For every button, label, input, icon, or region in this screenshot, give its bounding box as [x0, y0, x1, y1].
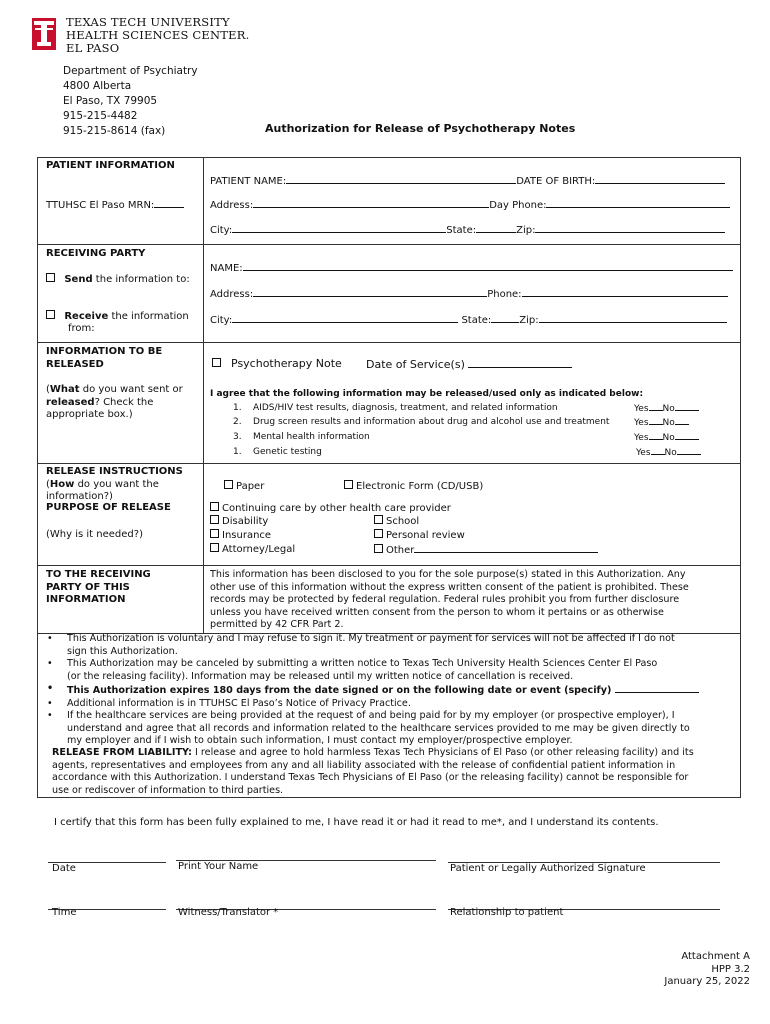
receiving-section-label: RECEIVING PARTY — [46, 248, 146, 259]
relationship-line[interactable]: Relationship to patient — [450, 907, 564, 918]
electronic-checkbox[interactable]: Electronic Form (CD/USB) — [344, 480, 483, 494]
date-line[interactable]: Date — [52, 863, 76, 874]
yes-no-field[interactable]: Yes No — [634, 401, 699, 417]
yes-no-field[interactable]: Yes No — [636, 445, 701, 461]
date-of-service-field[interactable]: Date of Service(s) — [366, 358, 572, 372]
purpose-personal-review[interactable]: Personal review — [374, 529, 465, 543]
release-item: 3. Mental health information — [233, 432, 370, 442]
terms-list — [43, 633, 733, 748]
liability-statement: RELEASE FROM LIABILITY: I release and agree to hold harmless Texas Tech Physicians of El Paso (or other releasing facility) and its agents, representatives and employees from any and all liability associated with the release of confidential patient information in accordance with this Authorization. I understand Texas Tech Physicians of El Paso (or the releasing facility) cannot be responsible for use or rediscover of information to third parties. — [52, 747, 694, 796]
witness-line[interactable]: Witness/Translator * — [178, 907, 279, 918]
university-logo-icon — [32, 18, 56, 50]
list-item: • This Authorization is voluntary and I may refuse to sign it. My treatment or payment for services will not be affected if I do not sign this Authorization. — [47, 633, 675, 657]
disclosure-notice: This information has been disclosed to you for the sole purpose(s) stated in this Authorization. Any other use of this information without the express written consent of the patient is prohibited. These records may be protected by federal regulation. Federal rules prohibit you from further disclosure unless you have received written consent from the person to whom it pertains or as otherwise permitted by 42 CFR Part 2. — [210, 569, 689, 630]
to-receiving-label: TO THE RECEIVING PARTY OF THIS INFORMATION — [46, 569, 151, 605]
patient-city-field[interactable]: City: State: Zip: — [210, 223, 725, 238]
form-title: Authorization for Release of Psychotherapy Notes — [265, 122, 576, 135]
mrn-field[interactable]: TTUHSC El Paso MRN: — [46, 198, 184, 213]
release-instructions-label: RELEASE INSTRUCTIONS (How do you want the information?) — [46, 466, 183, 502]
receive-from-label: from: — [68, 323, 95, 334]
list-item: • This Authorization may be canceled by submitting a written notice to Texas Tech University Health Sciences Center El Paso (or the releasing facility). Information may be released until my written notice of cancellation is received. — [47, 658, 658, 682]
university-name: TEXAS TECH UNIVERSITY HEALTH SCIENCES CENTER. EL PASO — [66, 15, 250, 55]
print-name-line[interactable]: Print Your Name — [178, 861, 259, 872]
purpose-disability[interactable]: Disability — [210, 515, 268, 529]
patient-address-field[interactable]: Address: Day Phone: — [210, 198, 730, 213]
certify-statement: I certify that this form has been fully explained to me, I have read it or had it read to me*, and I understand its contents. — [54, 817, 659, 828]
patient-section-label: PATIENT INFORMATION — [46, 160, 175, 171]
purpose-other[interactable]: Other — [374, 543, 598, 558]
receiving-address-field[interactable]: Address: Phone: — [210, 287, 728, 302]
purpose-insurance[interactable]: Insurance — [210, 529, 271, 543]
agree-statement: I agree that the following information may be released/used only as indicated below: — [210, 389, 644, 399]
list-item: • Additional information is in TTUHSC El Paso’s Notice of Privacy Practice. — [47, 697, 411, 709]
send-checkbox[interactable]: Send the information to: — [46, 273, 190, 287]
purpose-continuing-care[interactable]: Continuing care by other health care provider — [210, 502, 451, 516]
purpose-attorney[interactable]: Attorney/Legal — [210, 543, 295, 557]
release-item: 2. Drug screen results and information about drug and alcohol use and treatment — [233, 417, 610, 427]
info-question: (What do you want sent or released? Check the appropriate box.) — [46, 384, 183, 420]
receive-checkbox[interactable]: Receive the information — [46, 310, 189, 324]
info-section-label: INFORMATION TO BE RELEASED — [46, 346, 163, 370]
patient-name-field[interactable]: PATIENT NAME: DATE OF BIRTH: — [210, 174, 725, 189]
purpose-school[interactable]: School — [374, 515, 419, 529]
psychotherapy-note-checkbox[interactable]: Psychotherapy Note — [212, 358, 342, 371]
receiving-city-field[interactable]: City: State: Zip: — [210, 313, 727, 328]
signature-line[interactable]: Patient or Legally Authorized Signature — [450, 863, 646, 874]
release-item: 1. Genetic testing — [233, 447, 322, 457]
list-item: • If the healthcare services are being provided at the request of and being paid for by my employer (or prospective employer), I understand and agree that all records and information related to the healthcare services provided to me may be given directly to my employer and if I wish to obtain such information, I must contact my employer/prospective employer. — [47, 710, 690, 746]
paper-checkbox[interactable]: Paper — [224, 480, 264, 494]
department-address: Department of Psychiatry 4800 Alberta El Paso, TX 79905 915-215-4482 915-215-8614 (fax) — [63, 65, 198, 137]
footer: Attachment A HPP 3.2 January 25, 2022 — [664, 951, 750, 987]
purpose-question: (Why is it needed?) — [46, 529, 143, 540]
purpose-section-label: PURPOSE OF RELEASE — [46, 502, 171, 513]
receiving-name-field[interactable]: NAME: — [210, 261, 733, 276]
time-line[interactable]: Time — [52, 907, 77, 918]
release-item: 1. AIDS/HIV test results, diagnosis, treatment, and related information — [233, 403, 558, 413]
yes-no-field[interactable]: Yes No — [634, 430, 699, 446]
yes-no-field[interactable]: Yes No — [634, 415, 689, 431]
list-item: • This Authorization expires 180 days from the date signed or on the following date or event (specify) — [43, 683, 733, 698]
